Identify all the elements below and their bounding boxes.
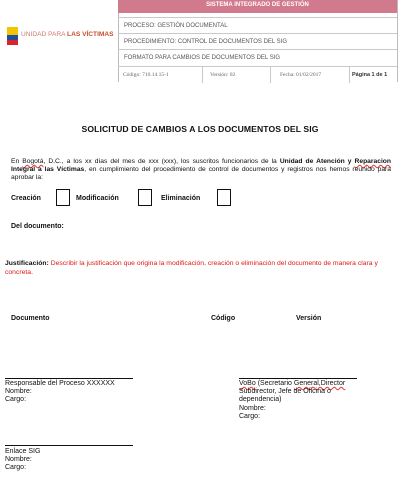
column-document: Documento [11, 315, 50, 322]
signature-line-liaison [5, 445, 133, 446]
justification-text[interactable]: Justificación: Describir la justificación que origina la modificación, creación o eliminación del documento de manera clara y concreta. [5, 260, 378, 277]
responsible-position: Cargo: [5, 396, 27, 404]
date-value: Fecha: 01/02/2017 [280, 72, 322, 78]
document-header [0, 0, 397, 82]
version-value: Versión: 02 [210, 72, 236, 78]
vobo-name: Nombre: [239, 404, 266, 412]
code-value: Código: 710.14.15-1 [123, 72, 169, 78]
logo-text: UNIDAD PARA LAS VÍCTIMAS [21, 31, 114, 38]
document-label: Del documento: [11, 223, 64, 230]
signature-line-responsible [5, 378, 133, 379]
column-code: Código [211, 315, 236, 322]
modification-label: Modificación [76, 195, 119, 202]
liaison-role: Enlace SIG [5, 448, 41, 455]
page-number: Página 1 de 1 [352, 72, 388, 78]
document-title: SOLICITUD DE CAMBIOS A LOS DOCUMENTOS DEL SIG [81, 124, 319, 134]
vobo-role: VoBo (Secretario General,Director Subdirector, Jefe de Oficina o dependencia) [239, 380, 346, 404]
procedure-row: PROCEDIMIENTO: CONTROL DE DOCUMENTOS DEL SIG [118, 33, 397, 49]
elimination-label: Eliminación [161, 195, 201, 202]
signature-block-vobo [239, 380, 367, 421]
logo-cell [0, 0, 119, 82]
liaison-position: Cargo: [5, 464, 27, 472]
format-row: FORMATO PARA CAMBIOS DE DOCUMENTOS DEL SIG [118, 49, 397, 65]
intro-paragraph: En Bogotá, D.C., a los xx días del mes de xxx (xxx), los suscritos funcionarios de la Unidad de Atención y Reparacion Integral a las Víctimas, en cumplimiento del procedimiento de control de documentos y registros nos hemos reunido para aprobar la: [11, 158, 391, 182]
creation-label: Creación [11, 195, 41, 202]
column-version: Versión [296, 315, 322, 322]
signature-block-responsible [5, 380, 115, 405]
liaison-name: Nombre: [5, 456, 32, 464]
meta-row [118, 66, 397, 83]
modification-checkbox[interactable] [138, 189, 152, 206]
signature-line-vobo [239, 378, 357, 379]
creation-checkbox[interactable] [56, 189, 70, 206]
process-row: PROCESO: GESTIÓN DOCUMENTAL [118, 17, 397, 33]
responsible-role: Responsable del Proceso XXXXXX [5, 380, 115, 387]
signature-block-liaison [5, 448, 40, 473]
system-title: SISTEMA INTEGRADO DE GESTIÓN [118, 0, 397, 13]
elimination-checkbox[interactable] [217, 189, 231, 206]
vobo-position: Cargo: [239, 412, 261, 420]
responsible-name: Nombre: [5, 388, 32, 396]
colombia-flag-logo [7, 27, 18, 45]
